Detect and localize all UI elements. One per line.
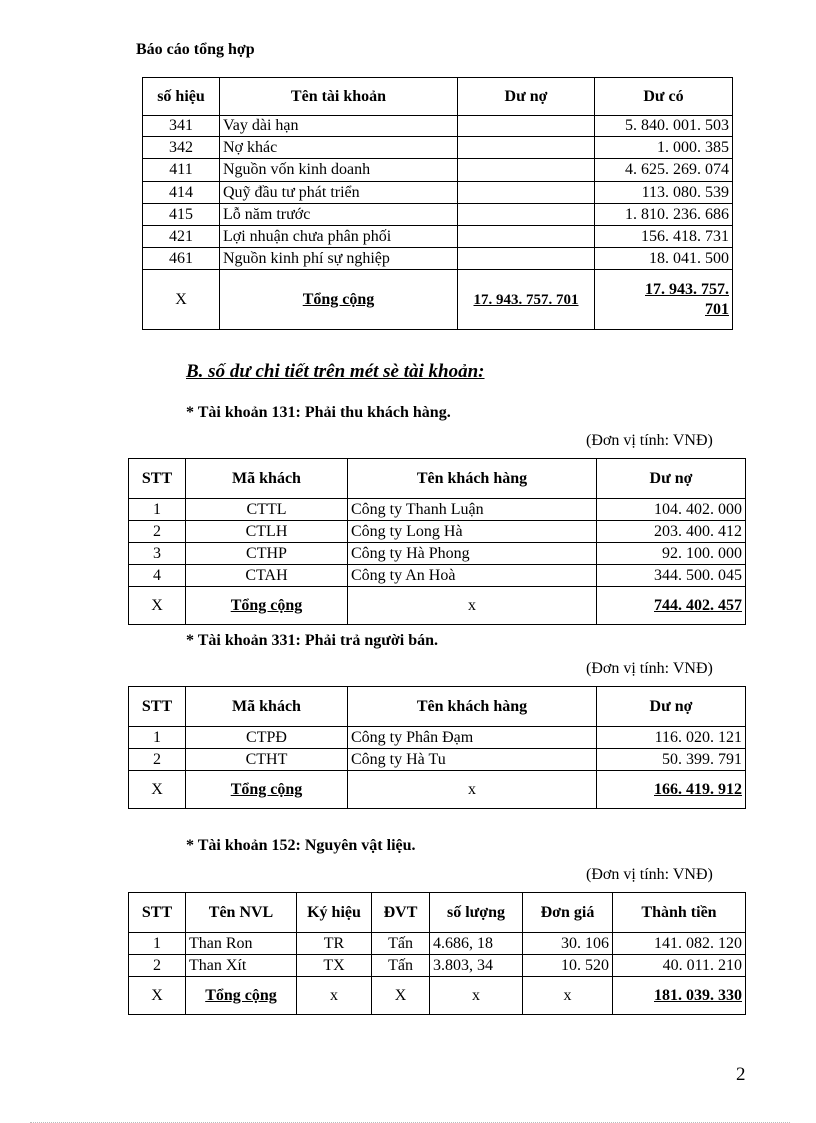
debit-value: 344. 500. 045 [597,565,746,587]
table-row [143,204,733,226]
acc152-title: * Tài khoản 152: Nguyên vật liệu. [186,837,416,854]
material-unit: Tấn [372,955,430,977]
material-symbol: TX [297,955,372,977]
total-debit: 166. 419. 912 [597,771,746,809]
col-header: Dư nợ [458,78,595,116]
debit-value [458,116,595,137]
total-name: x [348,587,597,625]
table-row [143,159,733,182]
debit-value [458,248,595,270]
account-code: 411 [143,159,220,182]
col-header: ĐVT [372,893,430,933]
summary-table [142,77,733,330]
table-row [143,137,733,159]
account-name: Lỗ năm trước [220,204,458,226]
row-stt: 3 [129,543,186,565]
account-name: Nguồn vốn kinh doanh [220,159,458,182]
account-code: 341 [143,116,220,137]
total-quantity: x [430,977,523,1015]
total-credit [595,270,733,330]
total-credit-line1: 17. 943. 757. [645,280,729,298]
material-price: 10. 520 [523,955,613,977]
total-amount: 181. 039. 330 [613,977,746,1015]
account-code: 342 [143,137,220,159]
account-name: Nợ khác [220,137,458,159]
total-label: Tổng cộng [186,771,348,809]
col-header: Tên NVL [186,893,297,933]
acc152-unit-label: (Đơn vị tính: VNĐ) [586,866,713,883]
account-code: 461 [143,248,220,270]
material-quantity: 3.803, 34 [430,955,523,977]
col-header: Thành tiền [613,893,746,933]
credit-value: 156. 418. 731 [595,226,733,248]
total-row [129,977,746,1015]
acc152-header-row [129,893,746,933]
row-stt: 1 [129,727,186,749]
table-row [129,727,746,749]
total-row [143,270,733,330]
account-name: Lợi nhuận chưa phân phối [220,226,458,248]
total-row [129,587,746,625]
customer-name: Công ty Thanh Luận [348,499,597,521]
customer-name: Công ty Hà Phong [348,543,597,565]
col-header: Đơn giá [523,893,613,933]
material-name: Than Xít [186,955,297,977]
debit-value [458,204,595,226]
material-unit: Tấn [372,933,430,955]
customer-code: CTTL [186,499,348,521]
total-price: x [523,977,613,1015]
credit-value: 1. 000. 385 [595,137,733,159]
table-row [129,521,746,543]
acc152-table [128,892,746,1015]
row-stt: 4 [129,565,186,587]
table-row [143,248,733,270]
table-row [143,182,733,204]
material-quantity: 4.686, 18 [430,933,523,955]
debit-value: 50. 399. 791 [597,749,746,771]
debit-value: 92. 100. 000 [597,543,746,565]
col-header: số lượng [430,893,523,933]
account-code: 421 [143,226,220,248]
total-debit: 17. 943. 757. 701 [458,270,595,330]
acc131-table [128,458,746,625]
total-name: x [348,771,597,809]
customer-code: CTLH [186,521,348,543]
col-header: Dư có [595,78,733,116]
table-row [129,543,746,565]
material-name: Than Ron [186,933,297,955]
credit-value: 4. 625. 269. 074 [595,159,733,182]
acc131-header-row [129,459,746,499]
acc331-table [128,686,746,809]
table-row [143,226,733,248]
col-header: STT [129,459,186,499]
customer-code: CTHP [186,543,348,565]
credit-value: 1. 810. 236. 686 [595,204,733,226]
debit-value [458,159,595,182]
table-row [143,116,733,137]
row-stt: 2 [129,749,186,771]
row-stt: 2 [129,955,186,977]
col-header: Mã khách [186,687,348,727]
credit-value: 113. 080. 539 [595,182,733,204]
account-code: 415 [143,204,220,226]
acc131-title: * Tài khoản 131: Phải thu khách hàng. [186,404,451,421]
acc131-unit-label: (Đơn vị tính: VNĐ) [586,432,713,449]
col-header: Tên khách hàng [348,459,597,499]
debit-value [458,226,595,248]
account-name: Vay dài hạn [220,116,458,137]
table-row [129,955,746,977]
customer-name: Công ty An Hoà [348,565,597,587]
summary-header-row [143,78,733,116]
account-code: 414 [143,182,220,204]
credit-value: 5. 840. 001. 503 [595,116,733,137]
row-stt: 1 [129,499,186,521]
customer-name: Công ty Long Hà [348,521,597,543]
acc331-title: * Tài khoản 331: Phải trả người bán. [186,632,438,649]
table-row [129,749,746,771]
total-label: Tổng cộng [220,270,458,330]
section-b-title: B. số dư chi tiết trên mét sè tài khoản: [186,361,485,382]
debit-value [458,182,595,204]
material-amount: 141. 082. 120 [613,933,746,955]
account-name: Quỹ đầu tư phát triển [220,182,458,204]
col-header: Dư nợ [597,687,746,727]
col-header: Dư nợ [597,459,746,499]
page-number: 2 [736,1064,746,1085]
debit-value: 203. 400. 412 [597,521,746,543]
customer-code: CTAH [186,565,348,587]
total-stt: X [129,587,186,625]
total-row [129,771,746,809]
table-row [129,933,746,955]
supplier-name: Công ty Phân Đạm [348,727,597,749]
total-stt: X [129,977,186,1015]
table-row [129,565,746,587]
debit-value: 104. 402. 000 [597,499,746,521]
debit-value: 116. 020. 121 [597,727,746,749]
col-header: Mã khách [186,459,348,499]
total-unit: X [372,977,430,1015]
row-stt: 1 [129,933,186,955]
total-label: Tổng cộng [186,587,348,625]
supplier-code: CTPĐ [186,727,348,749]
col-header: Ký hiệu [297,893,372,933]
total-credit-line2: 701 [705,300,729,318]
total-code: X [143,270,220,330]
material-symbol: TR [297,933,372,955]
col-header: Tên tài khoản [220,78,458,116]
total-label: Tổng cộng [186,977,297,1015]
col-header: STT [129,893,186,933]
total-stt: X [129,771,186,809]
col-header: Tên khách hàng [348,687,597,727]
supplier-code: CTHT [186,749,348,771]
acc331-unit-label: (Đơn vị tính: VNĐ) [586,660,713,677]
material-price: 30. 106 [523,933,613,955]
summary-title: Báo cáo tổng hợp [136,41,255,58]
total-debit: 744. 402. 457 [597,587,746,625]
acc331-header-row [129,687,746,727]
total-symbol: x [297,977,372,1015]
table-row [129,499,746,521]
credit-value: 18. 041. 500 [595,248,733,270]
col-header: STT [129,687,186,727]
account-name: Nguồn kinh phí sự nghiệp [220,248,458,270]
debit-value [458,137,595,159]
row-stt: 2 [129,521,186,543]
supplier-name: Công ty Hà Tu [348,749,597,771]
col-header: số hiệu [143,78,220,116]
material-amount: 40. 011. 210 [613,955,746,977]
